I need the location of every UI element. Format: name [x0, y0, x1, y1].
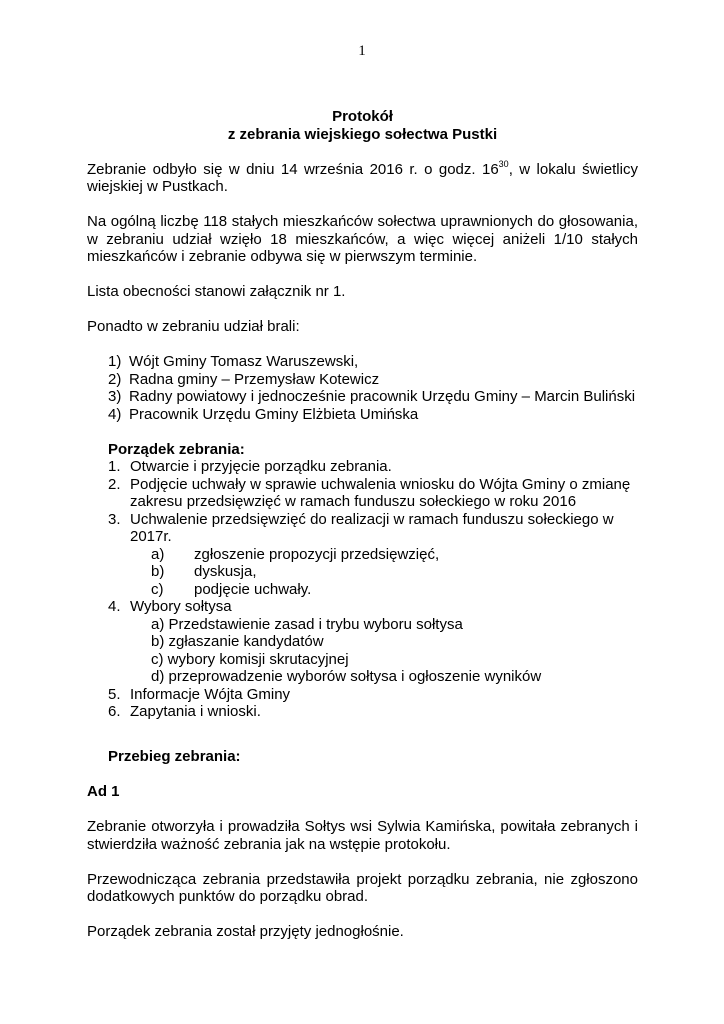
ad1-paragraph-1: Zebranie otworzyła i prowadziła Sołtys wsi Sylwia Kamińska, powitała zebranych i stwierdziła ważność zebrania jak na wstępie protokołu.: [87, 818, 638, 853]
agenda-heading: Porządek zebrania:: [108, 440, 245, 458]
list-item: 4) Pracownik Urzędu Gminy Elżbieta Umińska: [108, 405, 419, 423]
list-item: 5. Informacje Wójta Gminy: [108, 685, 291, 703]
list-item: 3. Uchwalenie przedsięwzięć do realizacji w ramach funduszu sołeckiego w 2017r.: [108, 510, 614, 545]
list-item: 2) Radna gminy – Przemysław Kotewicz: [108, 370, 380, 388]
list-item: c) podjęcie uchwały.: [151, 580, 312, 598]
page-number: 1: [358, 43, 366, 59]
list-item: 1) Wójt Gminy Tomasz Waruszewski,: [108, 353, 359, 370]
list-item: 3) Radny powiatowy i jednocześnie pracownik Urzędu Gminy – Marcin Buliński: [108, 388, 636, 405]
document-title: Protokół: [332, 108, 393, 125]
list-item: 4. Wybory sołtysa: [108, 598, 232, 615]
ad1-paragraph-3: Porządek zebrania został przyjęty jednogłośnie.: [87, 923, 404, 940]
participants-list: [87, 353, 638, 423]
participants-intro: Ponadto w zebraniu udział brali:: [87, 318, 300, 335]
intro-paragraph: Zebranie odbyło się w dniu 14 września 2016 r. o godz. $16^{30}$, w lokalu świetlicy wiejskiej w Pustkach.: [87, 158, 638, 195]
attendance-paragraph: Lista obecności stanowi załącznik nr 1.: [87, 283, 346, 300]
list-item: a) zgłoszenie propozycji przedsięwzięć,: [151, 545, 440, 563]
agenda-section: [87, 441, 638, 766]
list-item: 6. Zapytania i wnioski.: [108, 703, 261, 720]
list-item: b) zgłaszanie kandydatów: [151, 633, 324, 650]
time-superscript: 30: [498, 158, 509, 169]
ad1-paragraph-2: Przewodnicząca zebrania przedstawiła projekt porządku zebrania, nie zgłoszono dodatkowych punktów do porządku obrad.: [87, 870, 638, 905]
proceedings-heading: Przebieg zebrania:: [108, 748, 241, 765]
list-item: 1. Otwarcie i przyjęcie porządku zebrania.: [108, 458, 392, 475]
document-subtitle: z zebrania wiejskiego sołectwa Pustki: [227, 125, 498, 143]
list-item: a) Przedstawienie zasad i trybu wyboru sołtysa: [151, 615, 463, 633]
list-item: 2. Podjęcie uchwały w sprawie uchwalenia wniosku do Wójta Gminy o zmianę zakresu przedsięwzięć w ramach funduszu sołeckiego w roku 2016: [108, 475, 631, 510]
document-body: [87, 108, 638, 941]
list-item: c) wybory komisji skrutacyjnej: [151, 650, 349, 668]
list-item: b) dyskusja,: [151, 563, 257, 580]
ad1-heading: Ad 1: [87, 783, 120, 800]
list-item: d) przeprowadzenie wyborów sołtysa i ogłoszenie wyników: [151, 668, 542, 685]
quorum-paragraph: Na ogólną liczbę 118 stałych mieszkańców sołectwa uprawnionych do głosowania, w zebraniu udział wzięło 18 mieszkańców, a więc więcej aniżeli 1/10 stałych mieszkańców i zebranie odbywa się w pierwszym terminie.: [87, 213, 638, 265]
